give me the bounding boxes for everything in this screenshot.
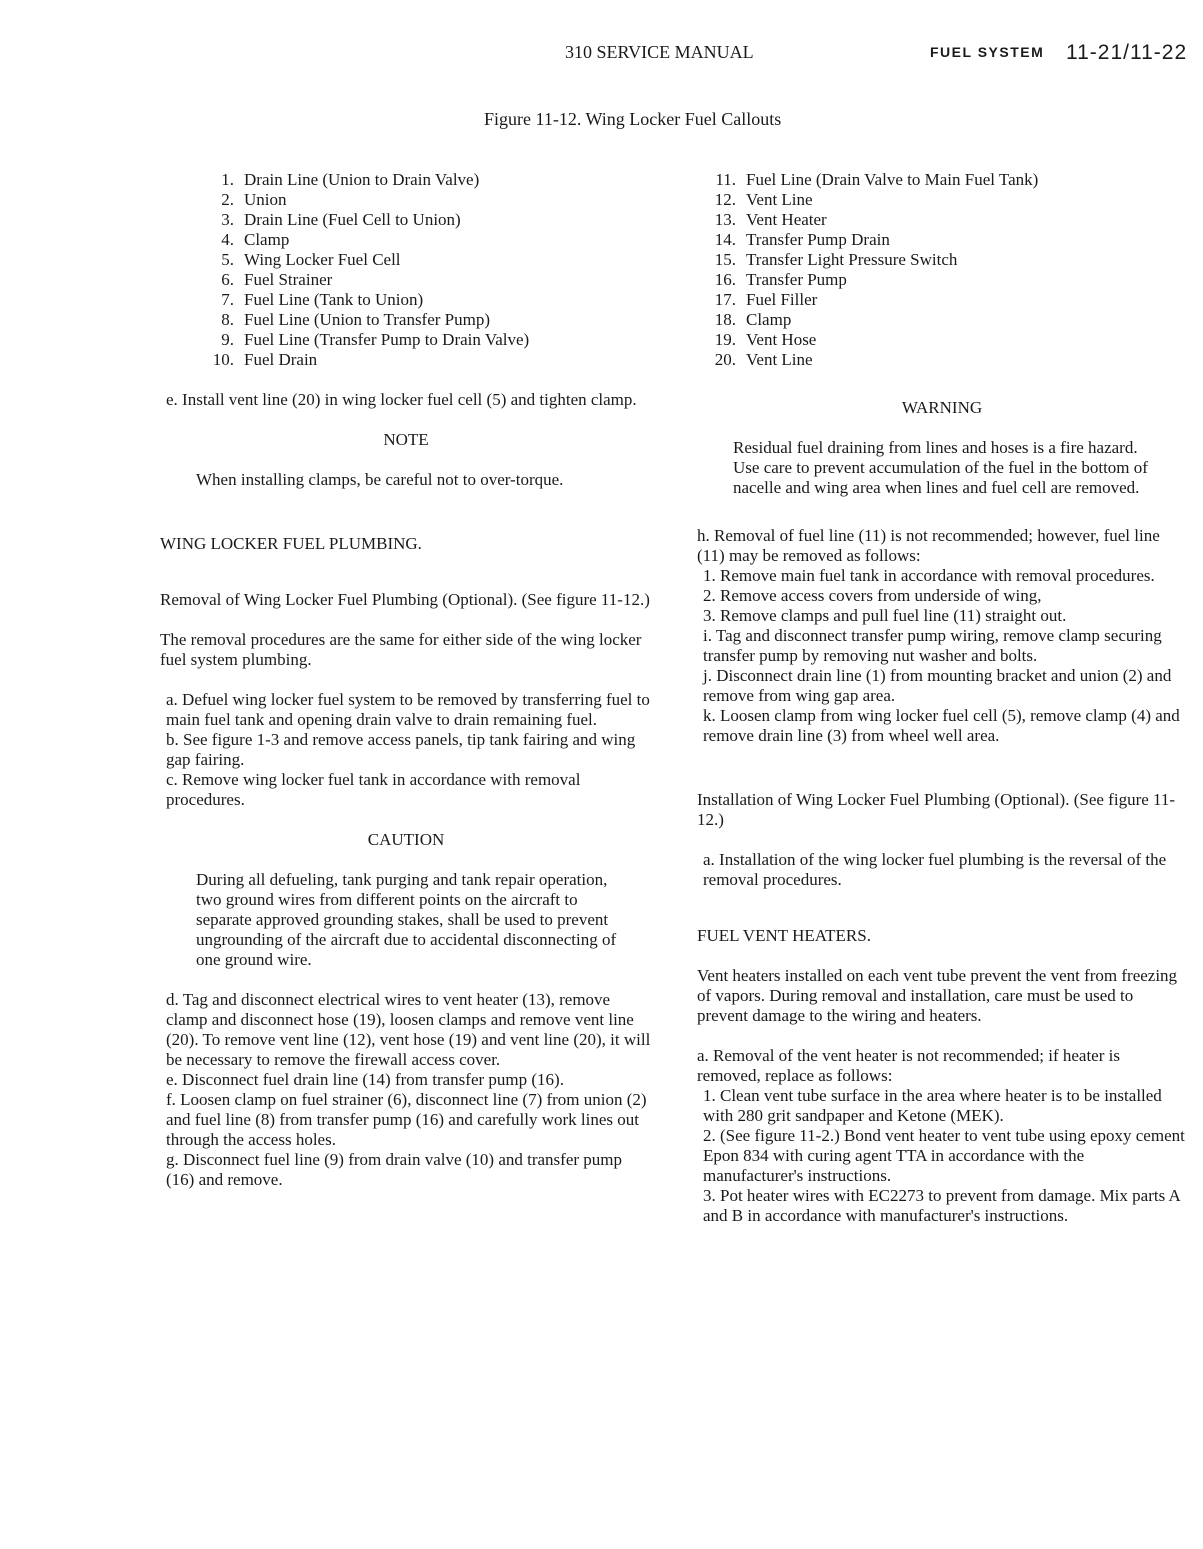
callout-number: 17. xyxy=(714,290,736,309)
callout-number: 10. xyxy=(212,350,234,369)
callout-number: 3. xyxy=(221,210,234,229)
section-heading-vent-heaters: FUEL VENT HEATERS. xyxy=(697,926,871,945)
callout-number: 6. xyxy=(221,270,234,289)
callout-item xyxy=(160,190,652,210)
callout-text: Wing Locker Fuel Cell xyxy=(244,250,401,269)
callout-text: Clamp xyxy=(746,310,792,329)
removal-step-k: k. Loosen clamp from wing locker fuel cell (5), remove clamp (4) and remove drain line (3) from wheel well area. xyxy=(703,706,1180,745)
removal-step-b: b. See figure 1-3 and remove access panels, tip tank fairing and wing gap fairing. xyxy=(166,730,636,769)
installation-step-a: a. Installation of the wing locker fuel plumbing is the reversal of the removal procedures. xyxy=(703,850,1167,889)
removal-step-h2: 2. Remove access covers from underside of wing, xyxy=(703,586,1042,605)
warning-label: WARNING xyxy=(901,398,983,417)
callout-item xyxy=(697,230,1187,250)
callout-number: 9. xyxy=(221,330,234,349)
callout-item xyxy=(697,170,1187,190)
removal-step-a: a. Defuel wing locker fuel system to be removed by transferring fuel to main fuel tank and opening drain valve to drain remaining fuel. xyxy=(166,690,650,729)
left-column xyxy=(160,170,652,1190)
page-number: 11-21/11-22 xyxy=(1066,41,1188,64)
callout-text: Transfer Pump Drain xyxy=(746,230,890,249)
callout-item xyxy=(160,350,652,370)
callout-number: 15. xyxy=(714,250,736,269)
callout-number: 19. xyxy=(714,330,736,349)
callout-item xyxy=(697,190,1187,210)
note-body: When installing clamps, be careful not to over-torque. xyxy=(196,470,564,489)
removal-step-e: e. Disconnect fuel drain line (14) from transfer pump (16). xyxy=(166,1070,564,1089)
callout-number: 5. xyxy=(221,250,234,269)
manual-title: 310 SERVICE MANUAL xyxy=(565,42,754,62)
callout-item xyxy=(160,230,652,250)
heater-step-1: 1. Clean vent tube surface in the area where heater is to be installed with 280 grit sandpaper and Ketone (MEK). xyxy=(703,1086,1162,1125)
callout-number: 20. xyxy=(714,350,736,369)
callout-item xyxy=(697,310,1187,330)
callout-text: Vent Heater xyxy=(746,210,827,229)
section-heading-plumbing: WING LOCKER FUEL PLUMBING. xyxy=(160,534,422,553)
callout-text: Fuel Strainer xyxy=(244,270,333,289)
callout-number: 2. xyxy=(221,190,234,209)
removal-step-c: c. Remove wing locker fuel tank in accordance with removal procedures. xyxy=(166,770,581,809)
removal-step-f: f. Loosen clamp on fuel strainer (6), disconnect line (7) from union (2) and fuel line (8) from transfer pump (16) and carefully work lines out through the access holes. xyxy=(166,1090,647,1149)
right-column xyxy=(697,170,1187,1226)
callout-text: Vent Line xyxy=(746,190,813,209)
callout-text: Vent Hose xyxy=(746,330,817,349)
callout-text: Transfer Light Pressure Switch xyxy=(746,250,958,269)
install-step-e: e. Install vent line (20) in wing locker fuel cell (5) and tighten clamp. xyxy=(166,390,637,409)
caution-body: During all defueling, tank purging and tank repair operation, two ground wires from different points on the aircraft to separate approved grounding stakes, shall be used to prevent ungrounding of the aircraft due to accidental disconnecting of one ground wire. xyxy=(196,870,617,969)
removal-intro: The removal procedures are the same for either side of the wing locker fuel system plumbing. xyxy=(160,630,642,669)
callout-text: Clamp xyxy=(244,230,290,249)
warning-body: Residual fuel draining from lines and hoses is a fire hazard. Use care to prevent accumulation of the fuel in the bottom of nacelle and wing area when lines and fuel cell are removed. xyxy=(733,438,1148,497)
callout-text: Fuel Line (Tank to Union) xyxy=(244,290,424,309)
installation-heading: Installation of Wing Locker Fuel Plumbing (Optional). (See figure 11-12.) xyxy=(697,790,1176,829)
removal-step-h3: 3. Remove clamps and pull fuel line (11) straight out. xyxy=(703,606,1067,625)
note-label: NOTE xyxy=(383,430,429,449)
callout-item xyxy=(697,350,1187,370)
callout-number: 16. xyxy=(714,270,736,289)
callout-item xyxy=(697,210,1187,230)
callout-item xyxy=(160,290,652,310)
figure-title: Figure 11-12. Wing Locker Fuel Callouts xyxy=(484,109,782,129)
callout-text: Transfer Pump xyxy=(746,270,847,289)
callout-item xyxy=(697,270,1187,290)
removal-step-h: h. Removal of fuel line (11) is not recommended; however, fuel line (11) may be removed as follows: xyxy=(697,526,1160,565)
section-title: FUEL SYSTEM xyxy=(930,44,1045,60)
callout-number: 14. xyxy=(714,230,736,249)
heater-step-3: 3. Pot heater wires with EC2273 to prevent from damage. Mix parts A and B in accordance with manufacturer's instructions. xyxy=(703,1186,1180,1225)
callout-text: Fuel Drain xyxy=(244,350,318,369)
removal-step-d: d. Tag and disconnect electrical wires to vent heater (13), remove clamp and disconnect hose (19), loosen clamps and remove vent line (20). To remove vent line (12), vent hose (19) and vent line (20), it will be necessary to remove the firewall access cover. xyxy=(166,990,651,1069)
removal-heading: Removal of Wing Locker Fuel Plumbing (Optional). (See figure 11-12.) xyxy=(160,590,650,609)
callout-number: 11. xyxy=(715,170,736,189)
callout-item xyxy=(697,330,1187,350)
callout-text: Fuel Line (Drain Valve to Main Fuel Tank) xyxy=(746,170,1039,189)
heater-step-2: 2. (See figure 11-2.) Bond vent heater to vent tube using epoxy cement Epon 834 with curing agent TTA in accordance with the manufacturer's instructions. xyxy=(703,1126,1185,1185)
callout-item xyxy=(160,170,652,190)
removal-step-h1: 1. Remove main fuel tank in accordance with removal procedures. xyxy=(703,566,1155,585)
removal-step-i: i. Tag and disconnect transfer pump wiring, remove clamp securing transfer pump by removing nut washer and bolts. xyxy=(703,626,1162,665)
callout-list-left xyxy=(160,170,652,370)
callout-item xyxy=(160,270,652,290)
removal-step-g: g. Disconnect fuel line (9) from drain valve (10) and transfer pump (16) and remove. xyxy=(166,1150,623,1189)
callout-item xyxy=(160,250,652,270)
callout-text: Fuel Filler xyxy=(746,290,818,309)
removal-step-j: j. Disconnect drain line (1) from mounting bracket and union (2) and remove from wing gap area. xyxy=(703,666,1172,705)
heater-step-a: a. Removal of the vent heater is not recommended; if heater is removed, replace as follows: xyxy=(697,1046,1120,1085)
callout-item xyxy=(697,250,1187,270)
callout-number: 4. xyxy=(221,230,234,249)
callout-text: Fuel Line (Transfer Pump to Drain Valve) xyxy=(244,330,530,349)
callout-text: Vent Line xyxy=(746,350,813,369)
callout-text: Drain Line (Union to Drain Valve) xyxy=(244,170,480,189)
callout-list-right xyxy=(697,170,1187,370)
callout-number: 1. xyxy=(221,170,234,189)
callout-text: Fuel Line (Union to Transfer Pump) xyxy=(244,310,491,329)
callout-text: Drain Line (Fuel Cell to Union) xyxy=(244,210,461,229)
callout-item xyxy=(697,290,1187,310)
callout-item xyxy=(160,310,652,330)
vent-heaters-intro: Vent heaters installed on each vent tube prevent the vent from freezing of vapors. During removal and installation, care must be used to prevent damage to the wiring and heaters. xyxy=(697,966,1178,1025)
callout-number: 13. xyxy=(714,210,736,229)
callout-number: 8. xyxy=(221,310,234,329)
callout-text: Union xyxy=(244,190,287,209)
callout-number: 18. xyxy=(714,310,736,329)
callout-number: 12. xyxy=(714,190,736,209)
caution-label: CAUTION xyxy=(367,830,445,849)
callout-number: 7. xyxy=(221,290,234,309)
callout-item xyxy=(160,330,652,350)
callout-item xyxy=(160,210,652,230)
